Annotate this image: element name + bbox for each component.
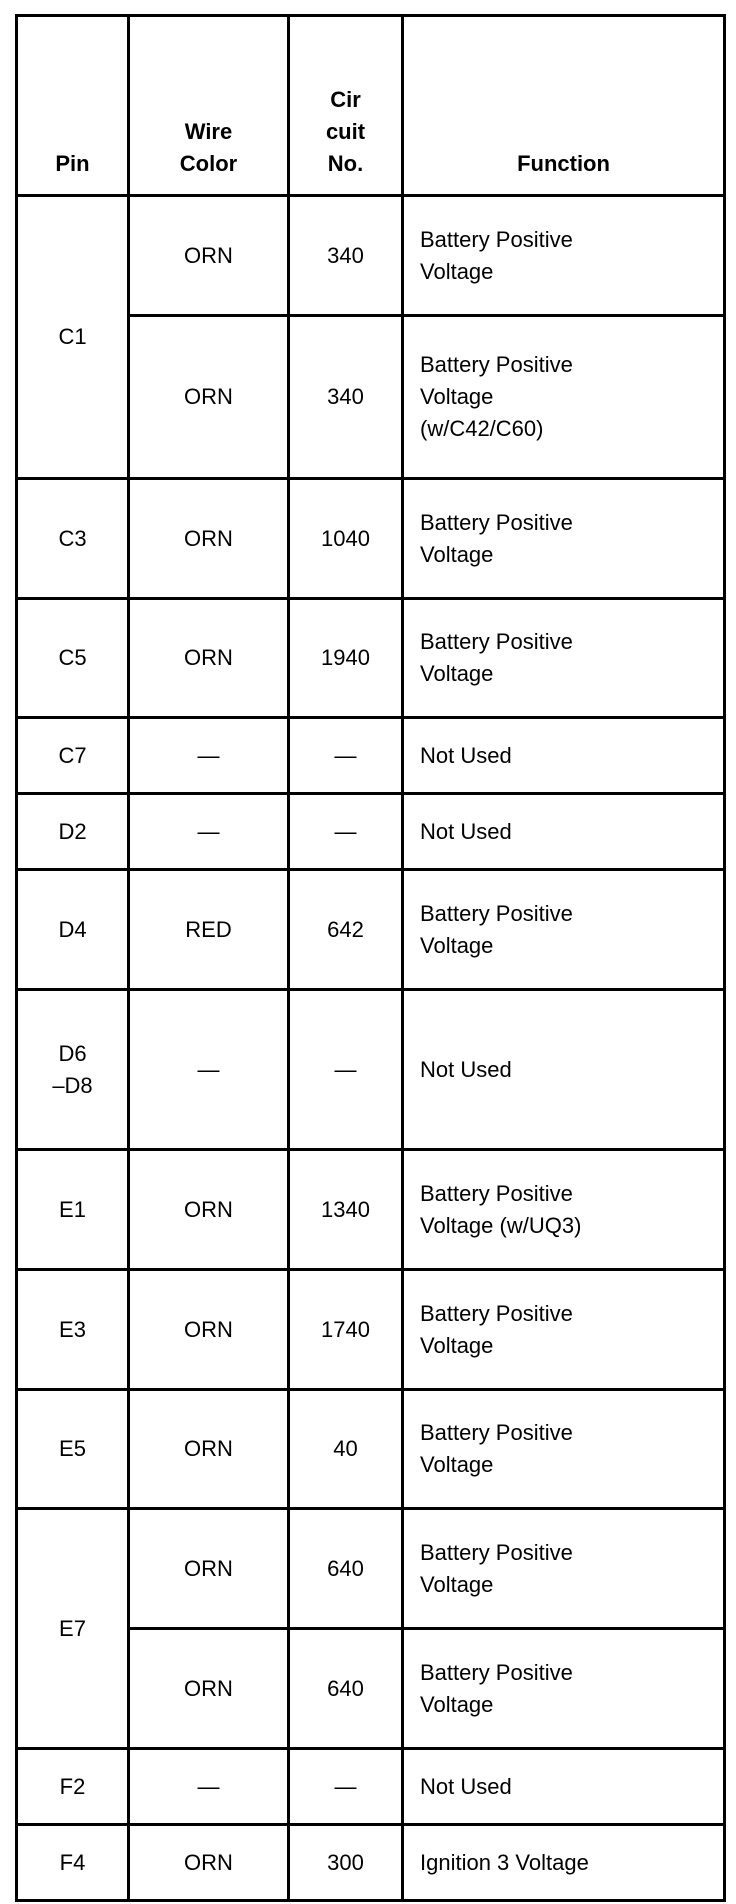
table-row	[17, 1509, 725, 1629]
function-cell: Battery Positive Voltage	[403, 1509, 725, 1629]
circuit-cell: —	[289, 718, 403, 794]
function-cell: Not Used	[403, 794, 725, 870]
wire-color-cell: ORN	[129, 479, 289, 599]
pin-cell: F2	[17, 1749, 129, 1825]
pin-cell: E5	[17, 1390, 129, 1509]
wire-color-cell: —	[129, 794, 289, 870]
wire-color-cell: —	[129, 1749, 289, 1825]
circuit-cell: 640	[289, 1629, 403, 1749]
wire-color-cell: ORN	[129, 1509, 289, 1629]
pin-cell: E7	[17, 1509, 129, 1749]
wire-color-cell: —	[129, 718, 289, 794]
wire-color-cell: ORN	[129, 1150, 289, 1270]
pin-cell: E3	[17, 1270, 129, 1390]
function-cell: Ignition 3 Voltage	[403, 1825, 725, 1901]
circuit-cell: —	[289, 794, 403, 870]
circuit-cell: —	[289, 1749, 403, 1825]
table-row	[17, 599, 725, 718]
table-row	[17, 1390, 725, 1509]
table-row	[17, 990, 725, 1150]
pin-cell: E1	[17, 1150, 129, 1270]
function-cell: Not Used	[403, 1749, 725, 1825]
circuit-cell: 1740	[289, 1270, 403, 1390]
table-row	[17, 196, 725, 316]
function-cell: Battery Positive Voltage	[403, 870, 725, 990]
header-wire-color: Wire Color	[129, 16, 289, 196]
wire-color-cell: ORN	[129, 196, 289, 316]
function-cell: Battery Positive Voltage	[403, 479, 725, 599]
circuit-cell: 340	[289, 196, 403, 316]
pin-cell: D6 –D8	[17, 990, 129, 1150]
wire-color-cell: ORN	[129, 1390, 289, 1509]
table-row	[17, 718, 725, 794]
table-row	[17, 479, 725, 599]
function-cell: Not Used	[403, 718, 725, 794]
circuit-cell: 642	[289, 870, 403, 990]
circuit-cell: 1940	[289, 599, 403, 718]
circuit-cell: 40	[289, 1390, 403, 1509]
circuit-cell: —	[289, 990, 403, 1150]
wire-color-cell: ORN	[129, 1270, 289, 1390]
wire-color-cell: ORN	[129, 599, 289, 718]
function-cell: Battery Positive Voltage (w/C42/C60)	[403, 316, 725, 479]
function-cell: Battery Positive Voltage	[403, 1390, 725, 1509]
circuit-cell: 300	[289, 1825, 403, 1901]
function-cell: Battery Positive Voltage	[403, 196, 725, 316]
header-pin: Pin	[17, 16, 129, 196]
table-row	[17, 794, 725, 870]
pin-cell: C3	[17, 479, 129, 599]
table-row	[17, 870, 725, 990]
wire-color-cell: —	[129, 990, 289, 1150]
wire-color-cell: RED	[129, 870, 289, 990]
pin-cell: F4	[17, 1825, 129, 1901]
circuit-cell: 1040	[289, 479, 403, 599]
pin-cell: C5	[17, 599, 129, 718]
header-circuit-no: Cir cuit No.	[289, 16, 403, 196]
table-row	[17, 1270, 725, 1390]
circuit-cell: 640	[289, 1509, 403, 1629]
circuit-cell: 340	[289, 316, 403, 479]
function-cell: Battery Positive Voltage	[403, 1629, 725, 1749]
table-row	[17, 1150, 725, 1270]
function-cell: Battery Positive Voltage (w/UQ3)	[403, 1150, 725, 1270]
wire-color-cell: ORN	[129, 1825, 289, 1901]
pin-cell: C7	[17, 718, 129, 794]
function-cell: Battery Positive Voltage	[403, 599, 725, 718]
function-cell: Not Used	[403, 990, 725, 1150]
wire-color-cell: ORN	[129, 316, 289, 479]
pin-cell: C1	[17, 196, 129, 479]
pin-cell: D2	[17, 794, 129, 870]
connector-pin-table	[15, 14, 726, 1902]
pin-cell: D4	[17, 870, 129, 990]
header-function: Function	[403, 16, 725, 196]
table-row	[17, 1825, 725, 1901]
function-cell: Battery Positive Voltage	[403, 1270, 725, 1390]
table-row	[17, 1749, 725, 1825]
circuit-cell: 1340	[289, 1150, 403, 1270]
wire-color-cell: ORN	[129, 1629, 289, 1749]
header-row	[17, 16, 725, 196]
